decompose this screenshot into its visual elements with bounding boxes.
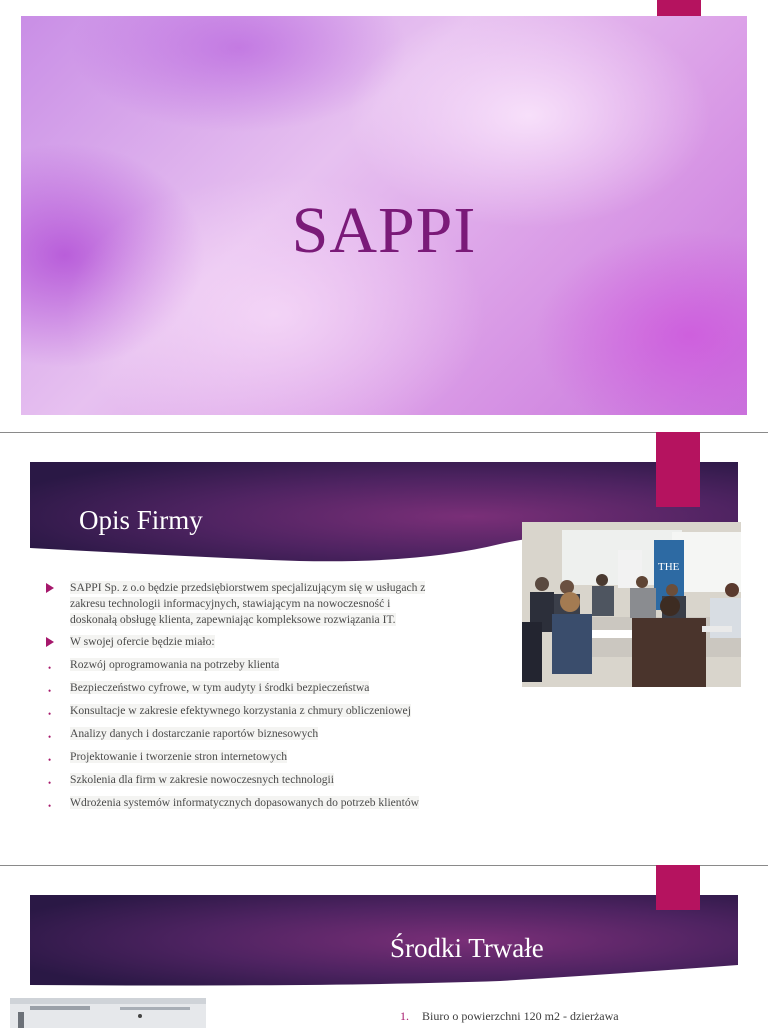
list-item-text: Biuro o powierzchni 120 m2 - dzierżawa [422, 1009, 619, 1023]
slide-title: SAPPI [291, 194, 477, 267]
slide-title: Środki Trwałe [390, 933, 544, 963]
bullet-dot-icon: • [48, 663, 52, 673]
bullet-text: Wdrożenia systemów informatycznych dopasowanych do potrzeb klientów [70, 796, 419, 809]
sub-bullet-item [44, 657, 474, 673]
bullet-triangle-icon [46, 583, 54, 593]
bullet-text: SAPPI Sp. z o.o będzie przedsiębiorstwem specjalizującym się w usługach z [70, 581, 426, 594]
slide-title: Opis Firmy [79, 505, 203, 535]
accent-bar [656, 865, 700, 910]
bullet-dot-icon: • [48, 686, 52, 696]
banner-sign: THE [658, 561, 680, 573]
bullet-dot-icon: • [48, 801, 52, 811]
bullet-triangle-icon [46, 637, 54, 647]
bullet-item [44, 634, 474, 650]
bullet-text: Konsultacje w zakresie efektywnego korzystania z chmury obliczeniowej [70, 704, 411, 717]
bullet-text: Analizy danych i dostarczanie raportów biznesowych [70, 727, 319, 740]
slide-banner [30, 895, 738, 987]
slide-separator [0, 865, 768, 866]
list-number: 1. [400, 1009, 409, 1023]
sub-bullet-item [44, 703, 474, 719]
bullet-dot-icon: • [48, 755, 52, 765]
bullet-item [44, 580, 474, 596]
team-meeting-photo [522, 522, 741, 687]
bullet-text: zakresu technologii informacyjnych, stawiającym na nowoczesność i [70, 597, 391, 610]
bullet-text: Projektowanie i tworzenie stron internetowych [70, 750, 287, 763]
bullet-text: doskonałą obsługę klienta, zapewniając kompleksowe rozwiązania IT. [70, 613, 396, 626]
fixed-assets-list [400, 1009, 619, 1024]
slide-separator [0, 432, 768, 433]
sub-bullet-item [44, 772, 474, 788]
accent-bar [656, 432, 700, 507]
sub-bullet-item [44, 795, 474, 811]
company-description [44, 580, 474, 811]
bullet-text: W swojej ofercie będzie miało: [70, 635, 215, 648]
bullet-continuation [44, 596, 474, 612]
bullet-dot-icon: • [48, 732, 52, 742]
sub-bullet-item [44, 749, 474, 765]
bullet-continuation [44, 612, 474, 628]
sub-bullet-item [44, 726, 474, 742]
bullet-text: Rozwój oprogramowania na potrzeby klienta [70, 658, 280, 671]
sub-bullet-item [44, 680, 474, 696]
bullet-dot-icon: • [48, 709, 52, 719]
bullet-text: Bezpieczeństwo cyfrowe, w tym audyty i środki bezpieczeństwa [70, 681, 370, 694]
bullet-dot-icon: • [48, 778, 52, 788]
bullet-text: Szkolenia dla firm w zakresie nowoczesnych technologii [70, 773, 334, 786]
title-slide [21, 16, 747, 415]
accent-bar [657, 0, 701, 16]
